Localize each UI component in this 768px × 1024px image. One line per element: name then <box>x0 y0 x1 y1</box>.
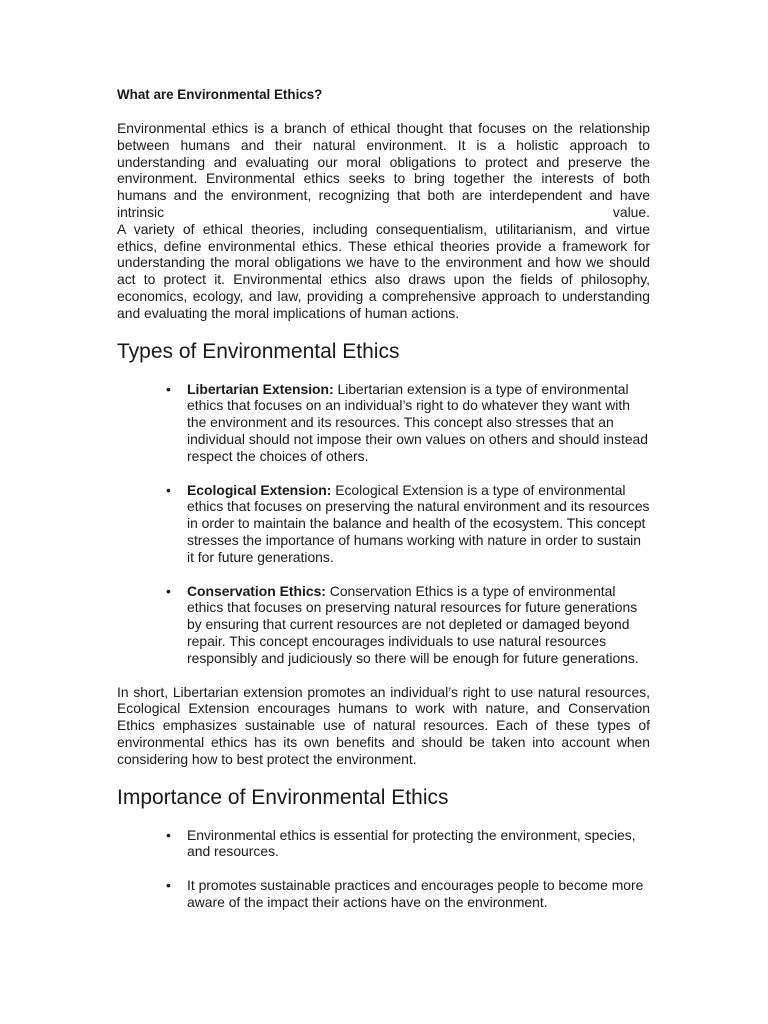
intro-paragraph-2: A variety of ethical theories, including consequentialism, utilitarianism, and virtue ethics, define environmental ethics. These ethical theories provide a framework for understanding the moral obligations we have to the environment and how we should act to protect it. Environmental ethics also draws upon the fields of philosophy, economics, ecology, and law, providing a comprehensive approach to understanding and evaluating the moral implications of human actions. <box>117 220 650 321</box>
list-item <box>166 582 650 667</box>
list-item-term: Conservation Ethics: <box>187 582 326 599</box>
list-item <box>166 380 650 465</box>
bullet-icon: • <box>166 380 171 397</box>
bullet-icon: • <box>166 582 171 599</box>
bullet-icon: • <box>166 877 171 894</box>
intro-paragraph-1: Environmental ethics is a branch of ethical thought that focuses on the relationship between humans and their natural environment. It is a holistic approach to understanding and evaluating our moral obligations to protect and preserve the environment. Environmental ethics seeks to bring together the interests of both humans and the environment, recognizing that both are interdependent and have intrinsic value. <box>117 120 650 220</box>
list-item <box>166 481 650 566</box>
list-item-text: Conservation Ethics is a type of environmental ethics that focuses on preserving natural resources for future generations by ensuring that current resources are not depleted or damaged beyond repair. This concept encourages individuals to use natural resources responsibly and judiciously so there will be enough for future generations. <box>187 582 639 666</box>
list-item-text: Libertarian extension is a type of environmental ethics that focuses on an individual’s right to do whatever they want with the environment and its resources. This concept also stresses that an individual should not impose their own values on others and should instead respect the choices of others. <box>187 380 649 464</box>
types-summary: In short, Libertarian extension promotes an individual’s right to use natural resources, Ecological Extension encourages humans to work with nature, and Conservation Ethics emphasizes sustainable use of natural resources. Each of these types of environmental ethics has its own benefits and should be taken into account when considering how to best protect the environment. <box>117 683 650 767</box>
list-item <box>166 826 650 861</box>
bullet-icon: • <box>166 481 171 498</box>
list-item <box>166 877 650 911</box>
list-item-term: Libertarian Extension: <box>187 380 334 397</box>
document-page <box>117 86 650 928</box>
list-item-text: Environmental ethics is essential for protecting the environment, species, and resources. <box>187 826 636 860</box>
list-item-text: Ecological Extension is a type of environmental ethics that focuses on preserving the natural environment and its resources in order to maintain the balance and health of the ecosystem. This concept stresses the importance of humans working with nature in order to sustain it for future generations. <box>187 481 650 565</box>
bullet-icon: • <box>166 826 171 843</box>
list-item-text: It promotes sustainable practices and encourages people to become more aware of the impact their actions have on the environment. <box>187 877 644 910</box>
importance-list <box>117 827 650 911</box>
list-item-term: Ecological Extension: <box>187 481 332 498</box>
question-heading: What are Environmental Ethics? <box>117 87 323 102</box>
importance-heading: Importance of Environmental Ethics <box>117 785 449 809</box>
types-heading: Types of Environmental Ethics <box>117 339 400 363</box>
types-list <box>117 381 650 667</box>
